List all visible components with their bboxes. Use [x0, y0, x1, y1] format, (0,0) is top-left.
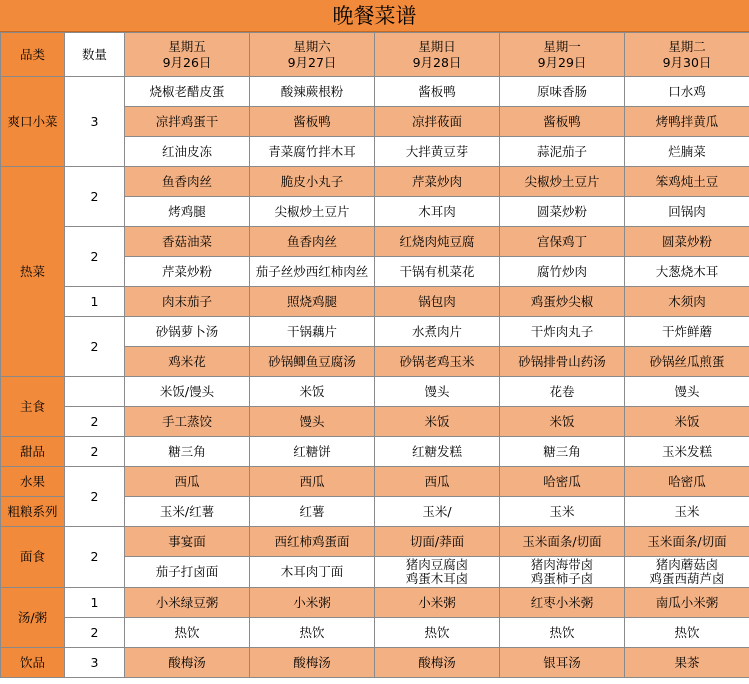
header-count: 数量	[65, 33, 125, 77]
dish-cell	[500, 557, 625, 588]
category-cell: 甜品	[1, 437, 65, 467]
dish-cell: 哈密瓜	[500, 467, 625, 497]
dish-line: 猪肉海带卤	[530, 557, 594, 572]
day-name: 星期日	[418, 38, 456, 54]
dish-cell: 小米粥	[250, 588, 375, 618]
dish-cell: 锅包肉	[375, 287, 500, 317]
dish-cell: 烤鸡腿	[125, 197, 250, 227]
table-row	[1, 317, 749, 347]
dish-cell: 哈密瓜	[625, 467, 749, 497]
dish-cell: 事宴面	[125, 527, 250, 557]
dish-cell: 尖椒炒土豆片	[250, 197, 375, 227]
dish-cell: 酸梅汤	[250, 648, 375, 678]
dish-cell: 果茶	[625, 648, 749, 678]
dish-cell: 芹菜炒肉	[375, 167, 500, 197]
dish-cell: 小米绿豆粥	[125, 588, 250, 618]
dish-cell: 圆菜炒粉	[500, 197, 625, 227]
count-cell: 2	[65, 227, 125, 287]
count-cell: 2	[65, 618, 125, 648]
header-day	[250, 33, 375, 77]
dish-cell: 热饮	[625, 618, 749, 648]
count-cell: 2	[65, 317, 125, 377]
table-row	[1, 287, 749, 317]
dish-cell: 米饭	[500, 407, 625, 437]
dish-cell	[375, 557, 500, 588]
dish-line: 猪肉蘑菇卤	[655, 557, 719, 572]
dish-cell: 花卷	[500, 377, 625, 407]
category-cell: 面食	[1, 527, 65, 588]
dish-cell: 西瓜	[125, 467, 250, 497]
day-date: 9月28日	[412, 54, 462, 70]
count-cell: 2	[65, 407, 125, 437]
dish-cell: 玉米	[500, 497, 625, 527]
category-cell: 水果	[1, 467, 65, 497]
dish-cell: 米饭	[625, 407, 749, 437]
dish-line: 鸡蛋西葫芦卤	[649, 571, 725, 586]
dish-cell: 玉米/	[375, 497, 500, 527]
count-cell: 2	[65, 527, 125, 588]
dish-cell: 蒜泥茄子	[500, 137, 625, 167]
dish-cell: 木耳肉丁面	[250, 557, 375, 588]
dish-cell: 热饮	[375, 618, 500, 648]
dish-cell: 馒头	[625, 377, 749, 407]
dish-cell: 鸡米花	[125, 347, 250, 377]
count-cell: 3	[65, 77, 125, 167]
dish-cell: 腐竹炒肉	[500, 257, 625, 287]
dish-cell: 砂锅丝瓜煎蛋	[625, 347, 749, 377]
dish-cell: 小米粥	[375, 588, 500, 618]
dish-cell: 水煮肉片	[375, 317, 500, 347]
table-row	[1, 467, 749, 497]
dish-cell: 砂锅萝卜汤	[125, 317, 250, 347]
table-row	[1, 167, 749, 197]
table-row	[1, 527, 749, 557]
dish-cell: 酸梅汤	[125, 648, 250, 678]
dish-cell: 糖三角	[125, 437, 250, 467]
dish-cell: 砂锅鲫鱼豆腐汤	[250, 347, 375, 377]
table-row	[1, 618, 749, 648]
day-name: 星期五	[168, 38, 206, 54]
day-date: 9月30日	[662, 54, 712, 70]
dish-cell: 茄子打卤面	[125, 557, 250, 588]
day-name: 星期一	[543, 38, 581, 54]
dish-cell: 红油皮冻	[125, 137, 250, 167]
count-cell: 2	[65, 467, 125, 527]
dish-cell: 木须肉	[625, 287, 749, 317]
table-row	[1, 227, 749, 257]
dish-cell: 芹菜炒粉	[125, 257, 250, 287]
dish-cell: 玉米面条/切面	[625, 527, 749, 557]
dish-cell: 肉末茄子	[125, 287, 250, 317]
dish-cell: 馒头	[250, 407, 375, 437]
table-row	[1, 377, 749, 407]
dish-cell: 宫保鸡丁	[500, 227, 625, 257]
day-name: 星期六	[293, 38, 331, 54]
dish-cell: 大葱烧木耳	[625, 257, 749, 287]
category-cell: 爽口小菜	[1, 77, 65, 167]
dish-cell: 切面/莽面	[375, 527, 500, 557]
dish-cell: 南瓜小米粥	[625, 588, 749, 618]
dish-cell: 手工蒸饺	[125, 407, 250, 437]
dish-cell: 烤鸭拌黄瓜	[625, 107, 749, 137]
dish-cell: 圆菜炒粉	[625, 227, 749, 257]
count-cell: 2	[65, 167, 125, 227]
dish-cell: 烂腩菜	[625, 137, 749, 167]
dish-cell: 鱼香肉丝	[250, 227, 375, 257]
header-row	[1, 33, 749, 77]
dish-cell: 米饭	[250, 377, 375, 407]
dish-cell: 干锅藕片	[250, 317, 375, 347]
dish-cell: 凉拌鸡蛋干	[125, 107, 250, 137]
dish-cell: 玉米/红薯	[125, 497, 250, 527]
dish-cell: 银耳汤	[500, 648, 625, 678]
header-day	[125, 33, 250, 77]
dish-cell: 回锅肉	[625, 197, 749, 227]
dish-cell: 热饮	[250, 618, 375, 648]
dish-cell: 鱼香肉丝	[125, 167, 250, 197]
dish-cell: 热饮	[500, 618, 625, 648]
dish-cell: 玉米面条/切面	[500, 527, 625, 557]
table-row	[1, 77, 749, 107]
dish-cell: 酸辣蕨根粉	[250, 77, 375, 107]
dish-cell: 热饮	[125, 618, 250, 648]
header-day	[500, 33, 625, 77]
header-category: 品类	[1, 33, 65, 77]
dish-cell: 红糖饼	[250, 437, 375, 467]
dish-cell: 玉米	[625, 497, 749, 527]
count-cell: 1	[65, 588, 125, 618]
day-date: 9月29日	[537, 54, 587, 70]
dish-cell: 砂锅老鸡玉米	[375, 347, 500, 377]
dish-cell: 米饭/馒头	[125, 377, 250, 407]
dish-cell: 馒头	[375, 377, 500, 407]
dish-cell: 烧椒老醋皮蛋	[125, 77, 250, 107]
table-row	[1, 407, 749, 437]
dish-cell: 干锅有机菜花	[375, 257, 500, 287]
dish-cell: 红糖发糕	[375, 437, 500, 467]
dish-cell: 原味香肠	[500, 77, 625, 107]
dish-cell: 酱板鸭	[375, 77, 500, 107]
dish-cell: 尖椒炒土豆片	[500, 167, 625, 197]
dish-cell: 鸡蛋炒尖椒	[500, 287, 625, 317]
dish-line: 鸡蛋柿子卤	[530, 571, 594, 586]
dish-cell: 酸梅汤	[375, 648, 500, 678]
dish-cell: 凉拌莜面	[375, 107, 500, 137]
table-row	[1, 588, 749, 618]
dish-cell: 西瓜	[250, 467, 375, 497]
category-cell: 饮品	[1, 648, 65, 678]
dish-cell: 玉米发糕	[625, 437, 749, 467]
dish-cell: 酱板鸭	[500, 107, 625, 137]
dish-cell: 口水鸡	[625, 77, 749, 107]
dish-cell: 青菜腐竹拌木耳	[250, 137, 375, 167]
dish-cell: 照烧鸡腿	[250, 287, 375, 317]
dish-line: 猪肉豆腐卤	[405, 557, 469, 572]
dish-cell: 西红柿鸡蛋面	[250, 527, 375, 557]
dish-line: 鸡蛋木耳卤	[405, 571, 469, 586]
dish-cell: 脆皮小丸子	[250, 167, 375, 197]
dish-cell: 茄子丝炒西红柿肉丝	[250, 257, 375, 287]
category-cell: 热菜	[1, 167, 65, 377]
day-date: 9月26日	[162, 54, 212, 70]
dish-cell: 米饭	[375, 407, 500, 437]
dish-cell: 酱板鸭	[250, 107, 375, 137]
table-row	[1, 437, 749, 467]
dish-cell: 香菇油菜	[125, 227, 250, 257]
count-cell	[65, 377, 125, 407]
dish-cell: 笨鸡炖土豆	[625, 167, 749, 197]
count-cell: 3	[65, 648, 125, 678]
dish-cell: 红薯	[250, 497, 375, 527]
day-date: 9月27日	[287, 54, 337, 70]
dish-cell: 红枣小米粥	[500, 588, 625, 618]
dish-cell: 大拌黄豆芽	[375, 137, 500, 167]
dish-cell: 糖三角	[500, 437, 625, 467]
table-row	[1, 648, 749, 678]
count-cell: 2	[65, 437, 125, 467]
dish-cell: 干炸肉丸子	[500, 317, 625, 347]
header-day	[375, 33, 500, 77]
dish-cell: 砂锅排骨山药汤	[500, 347, 625, 377]
category-cell: 粗粮系列	[1, 497, 65, 527]
menu-table	[0, 32, 749, 678]
dish-cell: 木耳肉	[375, 197, 500, 227]
dish-cell: 干炸鲜蘑	[625, 317, 749, 347]
day-name: 星期二	[668, 38, 706, 54]
dish-cell	[625, 557, 749, 588]
dish-cell: 红烧肉炖豆腐	[375, 227, 500, 257]
category-cell: 主食	[1, 377, 65, 437]
count-cell: 1	[65, 287, 125, 317]
dish-cell: 西瓜	[375, 467, 500, 497]
menu-title: 晚餐菜谱	[0, 0, 749, 32]
header-day	[625, 33, 749, 77]
category-cell: 汤/粥	[1, 588, 65, 648]
